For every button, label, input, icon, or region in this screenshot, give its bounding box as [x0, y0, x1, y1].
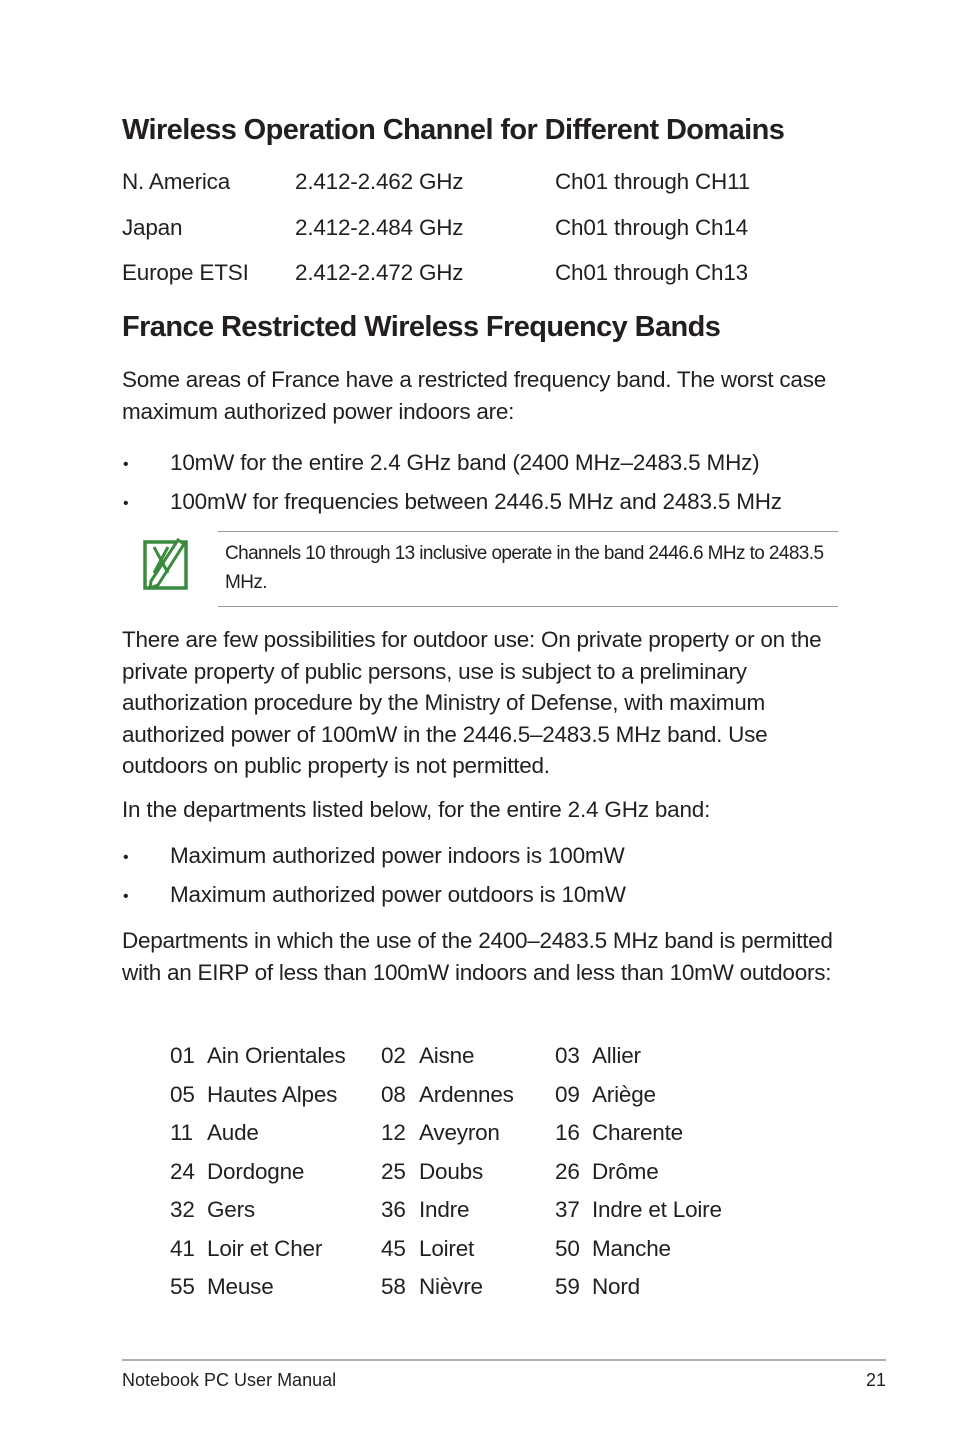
dept-name: Drôme [592, 1159, 659, 1184]
dept-number: 12 [381, 1120, 406, 1145]
bullet-icon: • [123, 888, 129, 905]
region-cell: Europe ETSI [122, 260, 249, 285]
dept-number: 58 [381, 1274, 406, 1299]
region-cell: N. America [122, 169, 231, 194]
dept-number: 41 [170, 1236, 195, 1261]
bullet-item: 100mW for frequencies between 2446.5 MHz and 2483.5 MHz [170, 489, 782, 514]
bullet-icon: • [123, 849, 129, 866]
dept-number: 59 [555, 1274, 580, 1299]
freq-cell: 2.412-2.462 GHz [295, 169, 464, 194]
dept-name: Indre et Loire [592, 1197, 722, 1222]
dept-number: 01 [170, 1043, 195, 1068]
region-cell: Japan [122, 215, 183, 240]
dept-number: 25 [381, 1159, 406, 1184]
dept-name: Gers [207, 1197, 255, 1222]
dept-number: 11 [170, 1120, 193, 1145]
dept-name: Aude [207, 1120, 259, 1145]
dept-name: Nièvre [419, 1274, 483, 1299]
dept-name: Indre [419, 1197, 470, 1222]
dept-name: Dordogne [207, 1159, 305, 1184]
dept-name: Meuse [207, 1274, 274, 1299]
bullet-item: 10mW for the entire 2.4 GHz band (2400 MHz–2483.5 MHz) [170, 450, 760, 475]
dept-name: Manche [592, 1236, 671, 1261]
dept-number: 55 [170, 1274, 195, 1299]
dept-name: Ardennes [419, 1082, 514, 1107]
dept-number: 26 [555, 1159, 580, 1184]
dept-name: Hautes Alpes [207, 1082, 338, 1107]
page-number: 21 [866, 1370, 887, 1390]
footer-manual-title: Notebook PC User Manual [122, 1370, 337, 1390]
outdoor-paragraph: There are few possibilities for outdoor use: On private property or on the private property of public persons, use is subject to a preliminary authorization procedure by the Ministry of Defense, with maximum authorized power of 100mW in the 2446.5–2483.5 MHz band. Use outdoors on public property is not permitted. [122, 627, 822, 778]
freq-cell: 2.412-2.484 GHz [295, 215, 464, 240]
dept-number: 24 [170, 1159, 195, 1184]
dept-number: 36 [381, 1197, 406, 1222]
dept-name: Allier [592, 1043, 641, 1068]
freq-cell: 2.412-2.472 GHz [295, 260, 464, 285]
footer-rule [122, 1359, 886, 1361]
dept-name: Nord [592, 1274, 640, 1299]
dept-name: Loir et Cher [207, 1236, 323, 1261]
section-title-france-bands: France Restricted Wireless Frequency Bands [122, 311, 721, 343]
dept-number: 45 [381, 1236, 406, 1261]
dept-name: Ain Orientales [207, 1043, 346, 1068]
dept-number: 32 [170, 1197, 195, 1222]
section-title-wireless-channels: Wireless Operation Channel for Different Domains [122, 114, 785, 146]
channels-cell: Ch01 through Ch14 [555, 215, 748, 240]
bullet-item: Maximum authorized power indoors is 100mW [170, 843, 625, 868]
bullet-icon: • [123, 456, 129, 473]
dept-name: Aveyron [419, 1120, 500, 1145]
channels-cell: Ch01 through Ch13 [555, 260, 748, 285]
bullet-item: Maximum authorized power outdoors is 10mW [170, 882, 626, 907]
note-text: Channels 10 through 13 inclusive operate in the band 2446.6 MHz to 2483.5 MHz. [225, 543, 824, 593]
departments-intro: In the departments listed below, for the entire 2.4 GHz band: [122, 797, 711, 822]
note-top-rule [218, 531, 838, 532]
note-bottom-rule [218, 606, 838, 607]
dept-name: Loiret [419, 1236, 475, 1261]
departments-paragraph: Departments in which the use of the 2400–2483.5 MHz band is permitted with an EIRP of less than 100mW indoors and less than 10mW outdoors: [122, 928, 833, 985]
dept-number: 02 [381, 1043, 406, 1068]
dept-name: Ariège [592, 1082, 656, 1107]
channels-cell: Ch01 through CH11 [555, 169, 751, 194]
bullet-icon: • [123, 495, 129, 512]
dept-name: Charente [592, 1120, 683, 1145]
dept-name: Aisne [419, 1043, 475, 1068]
dept-number: 08 [381, 1082, 406, 1107]
dept-name: Doubs [419, 1159, 484, 1184]
dept-number: 09 [555, 1082, 580, 1107]
dept-number: 16 [555, 1120, 580, 1145]
dept-number: 37 [555, 1197, 580, 1222]
dept-number: 03 [555, 1043, 580, 1068]
dept-number: 05 [170, 1082, 195, 1107]
intro-paragraph: Some areas of France have a restricted frequency band. The worst case maximum authorized power indoors are: [122, 367, 826, 424]
note-pencil-icon [140, 533, 192, 598]
dept-number: 50 [555, 1236, 580, 1261]
